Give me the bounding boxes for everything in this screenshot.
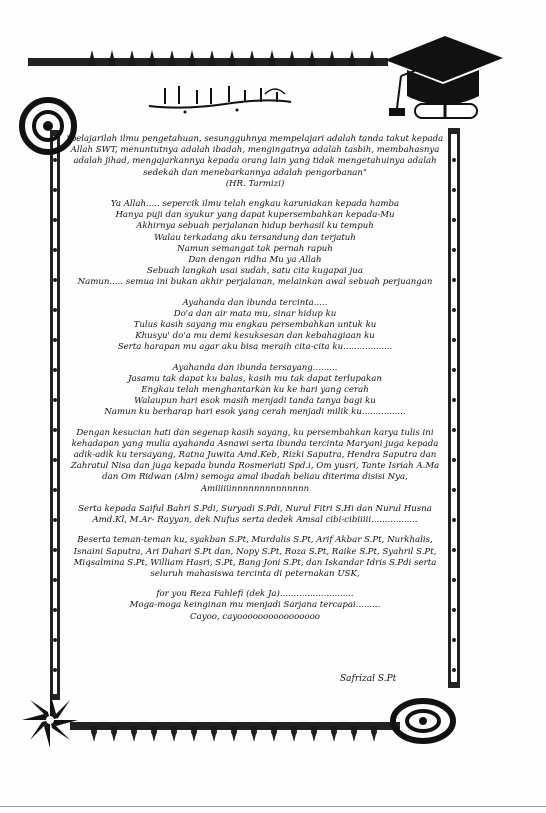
quote-line: adalah jihad, mengajarkannya kepada orang lain yang tidak mengetahuinya adalah [73, 156, 437, 167]
poem-line: Namun semangat tak pernah rapuh [177, 243, 333, 254]
poem-line: Walau terkadang aku tersandung dan terjatuh [154, 232, 356, 243]
thanks-line: Miqsalmina S.Pt, William Hasri, S.Pt, Bang Joni S.Pt, dan Iskandar Idris S.Pdi serta [73, 557, 437, 568]
quote-line: Allah SWT, menuntutnya adalah ibadah, mengingatnya adalah tasbih, membahasnya [70, 145, 440, 156]
poem-stanza-1 [60, 199, 450, 289]
poem-line: Namun ku berharap hari esok yang cerah menjadi milik ku................ [104, 407, 406, 418]
poem-line: Ya Allah..... sepercik ilmu telah engkau karuniakan kepada hamba [110, 199, 400, 210]
family-dedication [60, 428, 450, 495]
poem-line: Dan dengan ridha Mu ya Allah [188, 255, 322, 266]
thanks-line: Amd.Kl, M.Ar- Rayyan, dek Nufus serta dedek Amsal cibi-cibiiiii................. [92, 515, 418, 526]
quote-line: "pelajarilah ilmu pengetahuan, sesungguhnya mempelajari adalah tanda takut kepada [66, 134, 444, 144]
poem-line: Serta harapan mu agar aku bisa meraih cita-cita ku.................. [117, 342, 393, 353]
swirl-ornament-bottom-right [378, 696, 458, 746]
dedication-text-block [60, 134, 450, 632]
thanks-line: Beserta teman-teman ku, syakban S.Pt, Murdalis S.Pt, Arif Akbar S.Pt, Nurkhalis, [77, 535, 433, 546]
page-edge-divider [0, 806, 546, 807]
poem-line: Do'a dan air mata mu, sinar hidup ku [173, 308, 337, 319]
fleur-de-lis-border-top [78, 46, 378, 70]
closing-line: Cayoo, cayoooooooooooooooo [190, 611, 320, 622]
friends-thanks [60, 535, 450, 580]
poem-line: Sebuah langkah usai sudah, satu cita kugapai jua [147, 266, 363, 277]
dedication-line: dan Om Ridwan (Alm) semoga amal ibadah beliau diterima disisi Nya, [102, 472, 408, 483]
dedication-line: Amiiiiiinnnnnnnnnnnnnn [200, 483, 310, 494]
poem-line: Jasamu tak dapat ku balas, kasih mu tak dapat terlupakan [128, 373, 382, 384]
thanks-line: Isnaini Saputra, Ari Dahari S.Pt dan, Nopy S.Pt, Roza S.Pt, Raike S.Pt, Syahril S.Pt, [73, 546, 437, 557]
poem-line: Khusyu' do'a mu demi kesuksesan dan kebahagiaan ku [135, 331, 375, 342]
poem-stanza-3 [60, 363, 450, 419]
poem-line: Akhirnya sebuah perjalanan hidup berhasil ku tempuh [136, 221, 374, 232]
quote-line: sedekah dan menebarkannya adalah pengorbanan" [143, 167, 367, 178]
thanks-line: Serta kepada Saiful Bahri S.Pdi, Suryadi S.Pdi, Nurul Fitri S.Hi dan Nurul Husna [78, 503, 432, 514]
dedication-line: Dengan kesucian hati dan segenap kasih sayang, ku persembahkan karya tulis ini [76, 427, 434, 438]
closing-line: for you Reza Fahlefi (dek Ja)........................... [156, 589, 354, 600]
poem-line: Walaupun hari esok masih menjadi tanda tanya bagi ku [134, 396, 376, 407]
dedication-line: Zahratul Nisa dan juga kepada bunda Rosmeriati Spd.i, Om yusri, Tante Isriah A.Ma [70, 461, 440, 472]
poem-line: Ayahanda dan ibunda tercinta..... [182, 297, 328, 308]
poem-line: Engkau telah menghantarkan ku ke hari yang cerah [141, 385, 369, 396]
fleur-de-lis-border-bottom [80, 722, 380, 746]
poem-stanza-2 [60, 298, 450, 354]
poem-line: Namun..... semua ini bukan akhir perjalanan, melainkan awal sebuah perjuangan [77, 277, 433, 288]
poem-line: Ayahanda dan ibunda tersayang......... [172, 362, 338, 373]
quote-source: (HR. Tarmizi) [225, 178, 285, 189]
hadith-quote [60, 134, 450, 190]
thanks-line: seluruh mahasiswa tercinta di peternakan USK, [150, 568, 360, 579]
poem-line: Hanya puji dan syukur yang dapat kupersembahkan kepada-Mu [115, 210, 395, 221]
graduation-cap-icon [375, 30, 505, 130]
basmala-calligraphy [145, 80, 295, 116]
relatives-thanks [60, 504, 450, 526]
dedication-line: kehadapan yang mulia ayahanda Asnawi serta ibunda tercinta Maryani juga kepada [71, 438, 439, 449]
poinsettia-flower-icon [20, 690, 80, 750]
closing-line: Moga-moga keinginan mu menjadi Sarjana tercapai......... [129, 600, 381, 611]
dedication-line: adik-adik ku tersayang, Ratna Juwita Amd.Keb, Rizki Saputra, Hendra Saputra dan [73, 450, 437, 461]
poem-line: Tulus kasih sayang mu engkau persembahkan untuk ku [133, 320, 377, 331]
closing-message [60, 589, 450, 623]
author-signature: Safrizal S.Pt [340, 674, 397, 684]
